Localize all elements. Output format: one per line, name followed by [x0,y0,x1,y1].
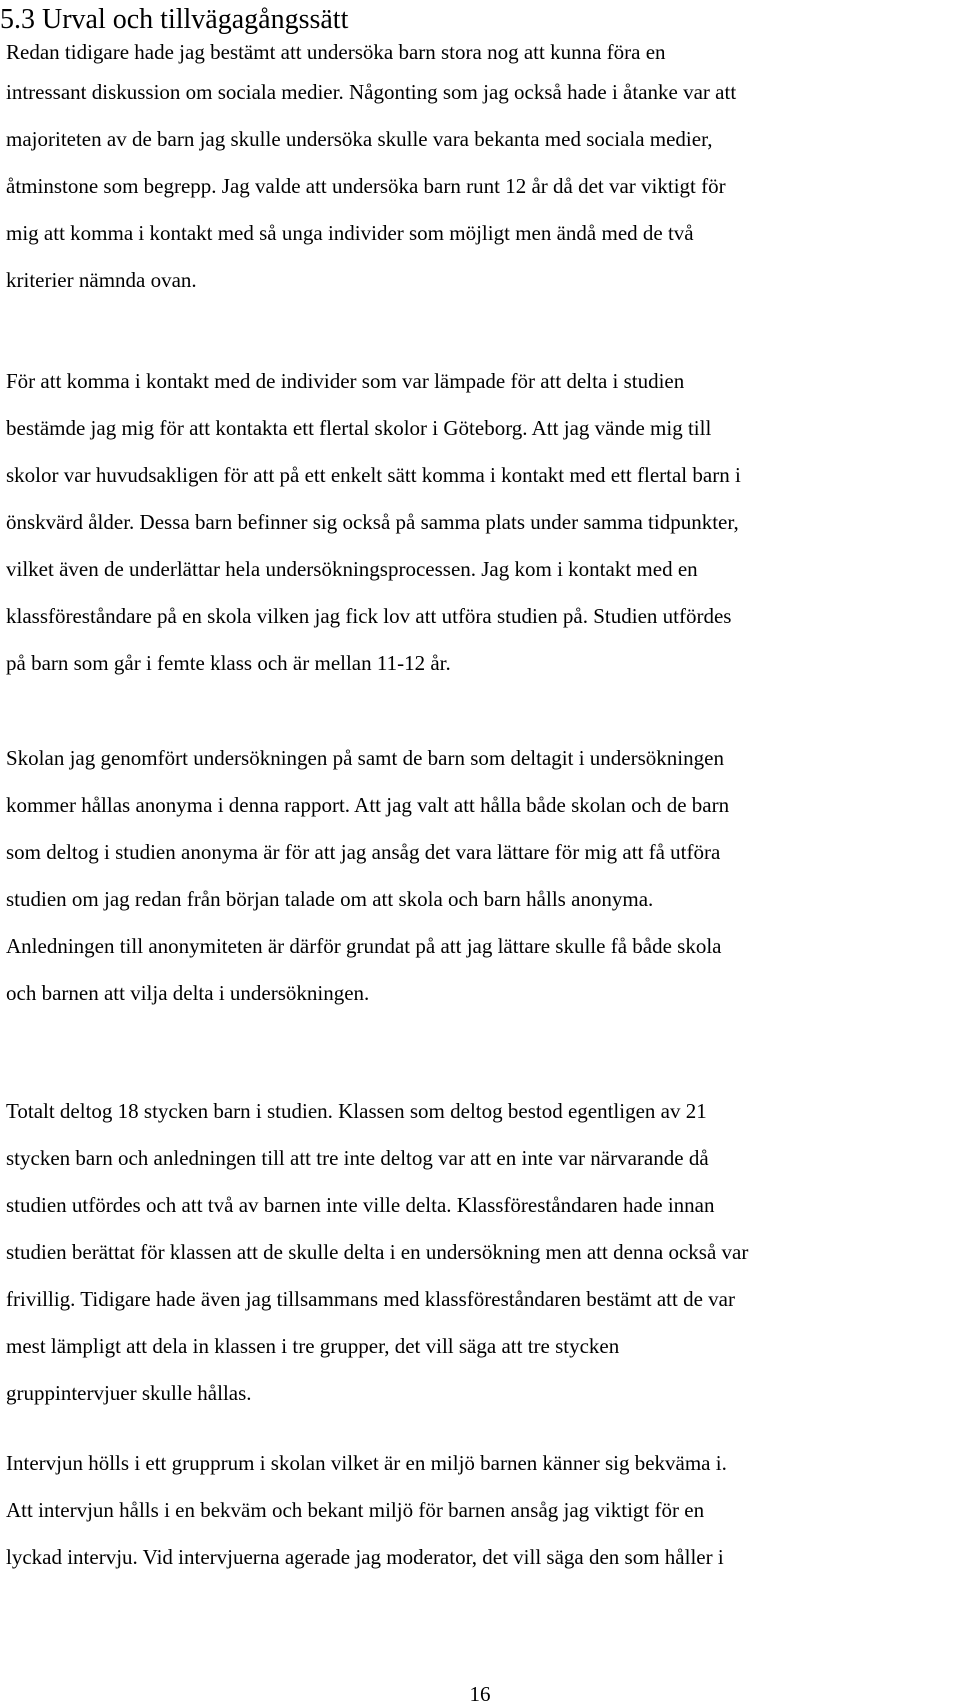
paragraph-2 [6,358,958,687]
text-line: bestämde jag mig för att kontakta ett flertal skolor i Göteborg. Att jag vände mig till [6,416,712,440]
text-line: Att intervjun hålls i en bekväm och bekant miljö för barnen ansåg jag viktigt för en [6,1498,705,1522]
text-line: mig att komma i kontakt med så unga individer som möjligt men ändå med de två [6,221,694,245]
text-line: klassföreståndare på en skola vilken jag fick lov att utföra studien på. Studien utfördes [6,604,732,628]
text-line: frivillig. Tidigare hade även jag tillsammans med klassföreståndaren bestämt att de var [6,1287,735,1311]
text-line: och barnen att vilja delta i undersökningen. [6,981,370,1005]
text-line: gruppintervjuer skulle hållas. [6,1381,252,1405]
text-line: studien berättat för klassen att de skulle delta i en undersökning men att denna också var [6,1240,749,1264]
paragraph-3 [6,735,958,1017]
text-line: Intervjun hölls i ett grupprum i skolan vilket är en miljö barnen känner sig bekväma i. [6,1451,727,1475]
text-line: som deltog i studien anonyma är för att jag ansåg det vara lättare för mig att få utföra [6,840,721,864]
text-line: på barn som går i femte klass och är mellan 11-12 år. [6,651,451,675]
section-heading: 5.3 Urval och tillvägagångssätt [0,4,349,35]
text-line: skolor var huvudsakligen för att på ett enkelt sätt komma i kontakt med ett flertal barn i [6,463,741,487]
page-number: 16 [469,1682,491,1706]
text-line: åtminstone som begrepp. Jag valde att undersöka barn runt 12 år då det var viktigt för [6,174,726,198]
text-line: studien utfördes och att två av barnen inte ville delta. Klassföreståndaren hade innan [6,1193,715,1217]
paragraph-4 [6,1088,958,1417]
text-line: Skolan jag genomfört undersökningen på samt de barn som deltagit i undersökningen [6,746,724,770]
text-line: Anledningen till anonymiteten är därför grundat på att jag lättare skulle få både skola [6,934,722,958]
text-line: Redan tidigare hade jag bestämt att undersöka barn stora nog att kunna föra en [6,40,666,64]
text-line: önskvärd ålder. Dessa barn befinner sig också på samma plats under samma tidpunkter, [6,510,739,534]
text-line: vilket även de underlättar hela undersökningsprocessen. Jag kom i kontakt med en [6,557,698,581]
text-line: kommer hållas anonyma i denna rapport. Att jag valt att hålla både skolan och de barn [6,793,730,817]
text-line: intressant diskussion om sociala medier. Någonting som jag också hade i åtanke var att [6,80,737,104]
paragraph-1 [6,36,958,304]
text-line: studien om jag redan från början talade om att skola och barn hålls anonyma. [6,887,654,911]
text-line: lyckad intervju. Vid intervjuerna agerade jag moderator, det vill säga den som håller i [6,1545,724,1569]
paragraph-5 [6,1440,958,1581]
text-line: majoriteten av de barn jag skulle undersöka skulle vara bekanta med sociala medier, [6,127,713,151]
text-line: mest lämpligt att dela in klassen i tre grupper, det vill säga att tre stycken [6,1334,620,1358]
text-line: Totalt deltog 18 stycken barn i studien. Klassen som deltog bestod egentligen av 21 [6,1099,707,1123]
text-line: kriterier nämnda ovan. [6,268,197,292]
text-line: För att komma i kontakt med de individer som var lämpade för att delta i studien [6,369,685,393]
text-line: stycken barn och anledningen till att tre inte deltog var att en inte var närvarande då [6,1146,709,1170]
